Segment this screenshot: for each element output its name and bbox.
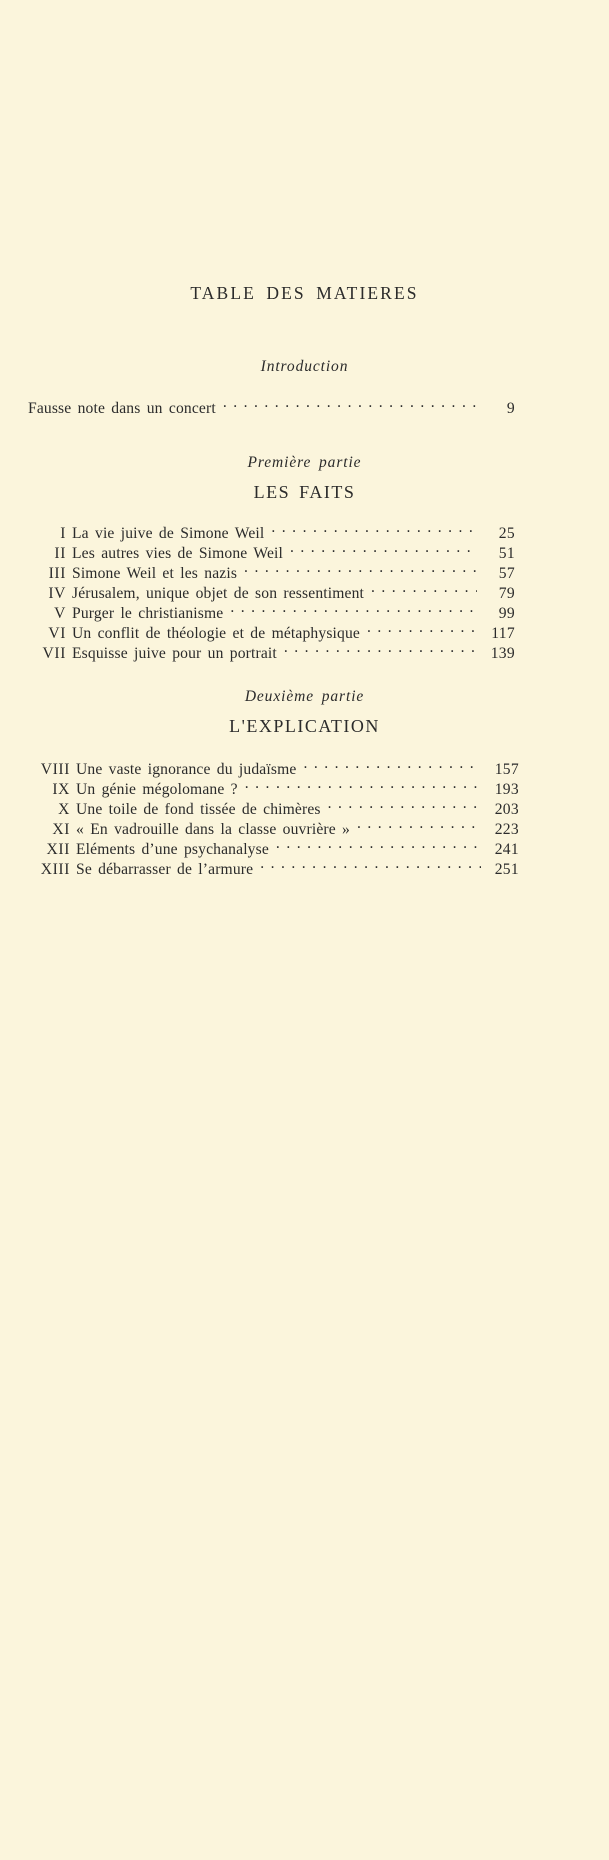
dot-leader (371, 578, 477, 598)
dot-leader (303, 754, 481, 774)
part-one-heading (0, 454, 609, 503)
dot-leader (290, 538, 477, 558)
part-two-entry-list (0, 754, 609, 878)
entry-page-number: 203 (494, 801, 519, 818)
entry-page-number: 79 (498, 585, 515, 602)
entry-title: Jérusalem, unique objet de son ressentiment (72, 585, 365, 602)
dot-leader (276, 834, 481, 854)
entry-title: La vie juive de Simone Weil (72, 525, 265, 542)
entry-page-number: 9 (506, 400, 515, 417)
entry-numeral: VI (48, 625, 66, 642)
entry-page-number: 241 (494, 841, 519, 858)
introduction-heading (0, 358, 609, 376)
entry-title: Simone Weil et les nazis (72, 565, 238, 582)
entry-title: Une vaste ignorance du judaïsme (76, 761, 297, 778)
entry-numeral: VII (42, 645, 66, 662)
entry-numeral: X (58, 801, 70, 818)
entry-page-number: 193 (494, 781, 519, 798)
entry-title: Eléments d’une psychanalyse (76, 841, 269, 858)
dot-leader (245, 774, 481, 794)
entry-numeral: I (60, 525, 66, 542)
toc-entry[interactable] (0, 518, 609, 542)
entry-numeral: VIII (40, 761, 70, 778)
dot-leader (230, 598, 477, 618)
dot-leader (260, 854, 481, 874)
entry-title: « En vadrouille dans la classe ouvrière » (76, 821, 350, 838)
entry-numeral: XI (52, 821, 70, 838)
toc-entry[interactable] (0, 393, 609, 417)
entry-numeral: III (48, 565, 66, 582)
entry-page-number: 157 (494, 761, 519, 778)
entry-page-number: 251 (494, 861, 519, 878)
dot-leader (271, 518, 477, 538)
entry-title: Une toile de fond tissée de chimères (76, 801, 321, 818)
dot-leader (223, 393, 481, 413)
entry-page-number: 51 (498, 545, 515, 562)
dot-leader (328, 794, 481, 814)
entry-title: Purger le christianisme (72, 605, 224, 622)
part-one-title: LES FAITS (253, 482, 356, 502)
part-two-title: L'EXPLICATION (229, 716, 380, 736)
part-one-label: Première partie (247, 454, 362, 471)
page-title: TABLE DES MATIERES (190, 283, 419, 303)
entry-numeral: IX (52, 781, 70, 798)
part-two-label: Deuxième partie (244, 688, 365, 705)
entry-page-number: 25 (498, 525, 515, 542)
entry-page-number: 139 (490, 645, 515, 662)
introduction-label: Introduction (260, 358, 349, 375)
dot-leader (367, 618, 477, 638)
part-one-entry-list (0, 518, 609, 662)
entry-page-number: 117 (491, 625, 515, 642)
dot-leader (244, 558, 477, 578)
dot-leader (357, 814, 481, 834)
entry-numeral: XIII (40, 861, 70, 878)
entry-numeral: XII (46, 841, 70, 858)
dot-leader (284, 638, 477, 658)
entry-numeral: II (54, 545, 66, 562)
entry-title: Fausse note dans un concert (28, 400, 216, 417)
entry-title: Se débarrasser de l’armure (76, 861, 254, 878)
introduction-entry-list (0, 393, 609, 417)
entry-numeral: IV (48, 585, 66, 602)
entry-title: Les autres vies de Simone Weil (72, 545, 283, 562)
entry-page-number: 99 (498, 605, 515, 622)
entry-page-number: 57 (498, 565, 515, 582)
entry-title: Un génie mégolomane ? (76, 781, 238, 798)
toc-entry[interactable] (0, 754, 609, 778)
entry-title: Esquisse juive pour un portrait (72, 645, 277, 662)
entry-numeral: V (54, 605, 66, 622)
entry-title: Un conflit de théologie et de métaphysique (72, 625, 360, 642)
part-two-heading (0, 688, 609, 737)
entry-page-number: 223 (494, 821, 519, 838)
